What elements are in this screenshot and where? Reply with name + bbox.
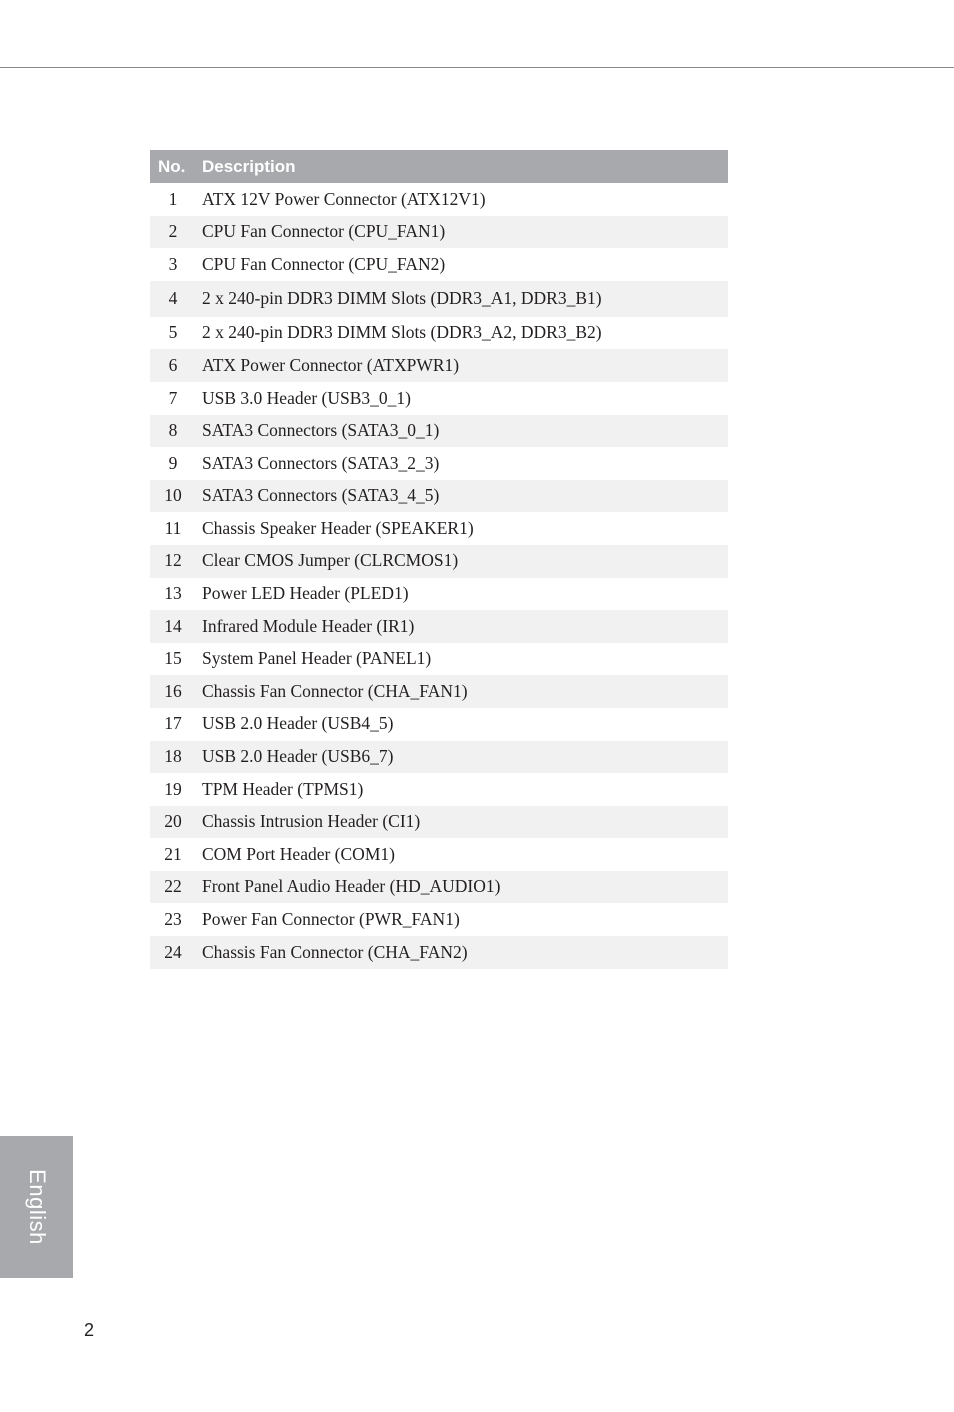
row-description: Chassis Fan Connector (CHA_FAN2) [196,936,728,969]
table-row [150,447,728,480]
language-label: English [24,1169,50,1245]
row-description: System Panel Header (PANEL1) [202,648,432,669]
row-description: USB 2.0 Header (USB6_7) [196,741,728,774]
row-description: TPM Header (TPMS1) [202,778,364,799]
table-row [150,643,728,676]
table-row [150,773,728,806]
row-number: 23 [164,909,182,930]
row-number: 13 [164,583,182,604]
row-number: 8 [150,415,196,448]
table-row [150,610,728,643]
row-description: Power LED Header (PLED1) [202,583,409,604]
table-row [150,183,728,216]
row-number: 17 [164,713,182,734]
row-number: 18 [150,741,196,774]
row-number: 14 [150,610,196,643]
row-number: 7 [168,387,178,408]
row-description: 2 x 240-pin DDR3 DIMM Slots (DDR3_A1, DDR3_B1) [196,281,728,317]
row-description: Infrared Module Header (IR1) [196,610,728,643]
table-row [150,903,728,936]
row-number: 22 [150,871,196,904]
row-description: Power Fan Connector (PWR_FAN1) [202,909,460,930]
table-row [150,248,728,281]
header-no: No. [150,150,196,183]
row-number: 5 [168,322,178,343]
row-description: Front Panel Audio Header (HD_AUDIO1) [196,871,728,904]
row-description: CPU Fan Connector (CPU_FAN1) [196,216,728,249]
row-number: 11 [164,517,182,538]
table-row [150,806,728,839]
row-description: USB 2.0 Header (USB4_5) [202,713,394,734]
header-description: Description [196,150,728,183]
row-number: 3 [168,253,178,274]
row-description: ATX 12V Power Connector (ATX12V1) [202,188,486,209]
table-row [150,216,728,249]
table-row [150,578,728,611]
row-number: 16 [150,675,196,708]
row-number: 1 [168,188,178,209]
row-description: Chassis Speaker Header (SPEAKER1) [202,517,474,538]
row-number: 15 [164,648,182,669]
table-row [150,545,728,578]
row-number: 21 [164,843,182,864]
table-row [150,415,728,448]
row-number: 2 [150,216,196,249]
table-row [150,675,728,708]
top-rule [0,67,954,68]
table-row [150,317,728,350]
row-number: 12 [150,545,196,578]
row-description: Chassis Intrusion Header (CI1) [196,806,728,839]
row-number: 6 [150,349,196,382]
row-number: 4 [150,281,196,317]
page-number: 2 [84,1320,95,1340]
table-row [150,480,728,513]
row-description: COM Port Header (COM1) [202,843,395,864]
table-row [150,871,728,904]
table-body [150,183,728,969]
table-header-row [150,150,728,183]
row-description: SATA3 Connectors (SATA3_4_5) [196,480,728,513]
table-row [150,838,728,871]
table-row [150,281,728,317]
row-description: SATA3 Connectors (SATA3_2_3) [202,452,440,473]
table-header [150,150,728,183]
table-row [150,382,728,415]
component-table [150,150,728,969]
row-number: 19 [164,778,182,799]
row-number: 10 [150,480,196,513]
table-row [150,708,728,741]
table-row [150,936,728,969]
table-row [150,349,728,382]
row-description: Chassis Fan Connector (CHA_FAN1) [196,675,728,708]
table-row [150,741,728,774]
row-description: ATX Power Connector (ATXPWR1) [196,349,728,382]
row-number: 9 [168,452,178,473]
row-description: USB 3.0 Header (USB3_0_1) [202,387,412,408]
row-description: CPU Fan Connector (CPU_FAN2) [202,253,446,274]
language-side-tab [0,1136,73,1278]
row-description: Clear CMOS Jumper (CLRCMOS1) [196,545,728,578]
row-number: 20 [150,806,196,839]
table-row [150,512,728,545]
row-description: SATA3 Connectors (SATA3_0_1) [196,415,728,448]
row-description: 2 x 240-pin DDR3 DIMM Slots (DDR3_A2, DDR3_B2) [202,322,602,343]
row-number: 24 [150,936,196,969]
